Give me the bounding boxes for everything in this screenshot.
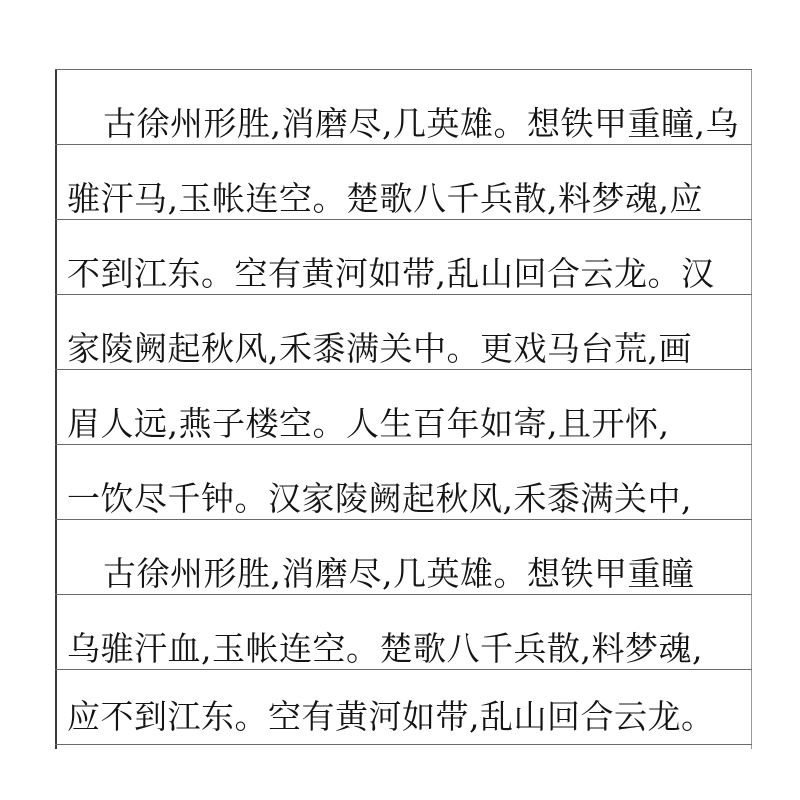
handwritten-line: 古徐州形胜,消磨尽,几英雄。想铁甲重瞳 <box>103 554 695 593</box>
handwritten-line: 应不到江东。空有黄河如带,乱山回合云龙。 <box>67 697 715 736</box>
handwritten-line: 眉人远,燕子楼空。人生百年如寄,且开怀, <box>67 404 670 443</box>
handwritten-text-block <box>55 69 752 749</box>
handwritten-line: 乌骓汗血,玉帐连空。楚歌八千兵散,料梦魂, <box>67 629 703 668</box>
handwritten-line: 古徐州形胜,消磨尽,几英雄。想铁甲重瞳,乌 <box>103 104 739 143</box>
handwritten-line: 一饮尽千钟。汉家陵阙起秋风,禾黍满关中, <box>67 479 692 518</box>
handwritten-line: 家陵阙起秋风,禾黍满关中。更戏马台荒,画 <box>67 329 692 368</box>
lined-writing-sheet <box>55 69 752 749</box>
handwritten-line: 骓汗马,玉帐连空。楚歌八千兵散,料梦魂,应 <box>67 179 703 218</box>
handwritten-line: 不到江东。空有黄河如带,乱山回合云龙。汉 <box>67 254 715 293</box>
